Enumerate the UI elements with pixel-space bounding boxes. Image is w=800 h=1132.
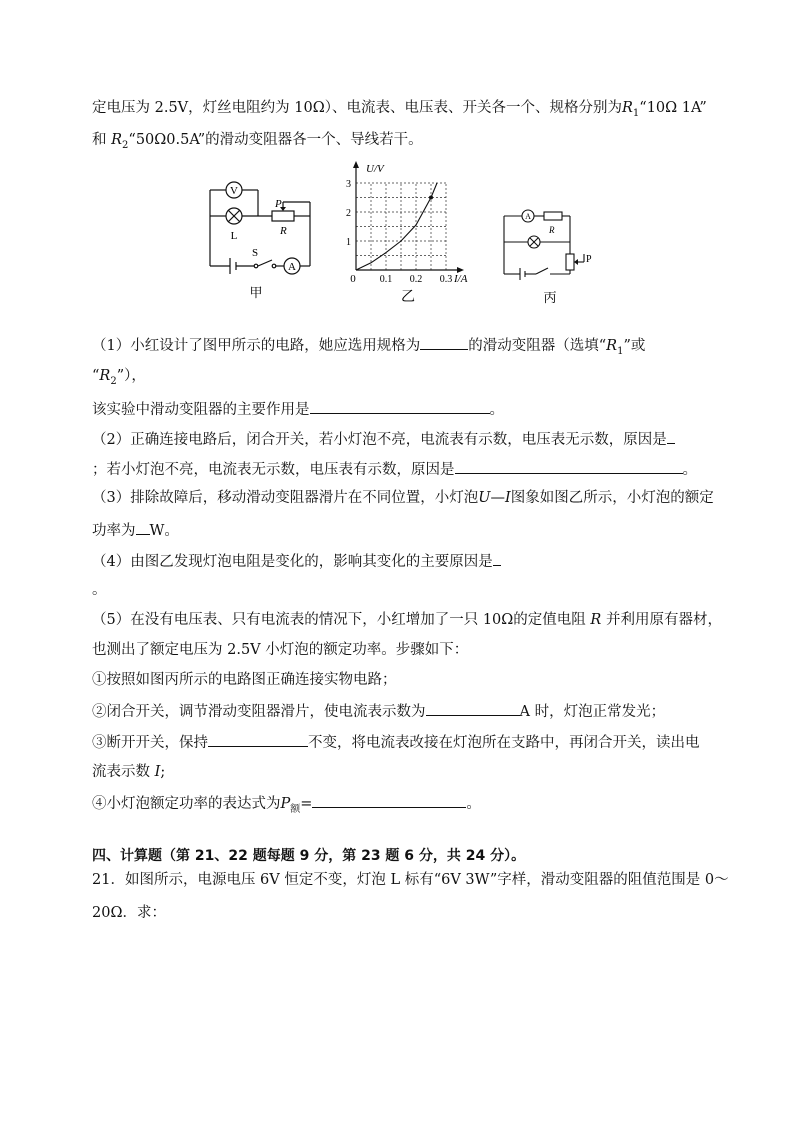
q4-line-2: 。 [92,582,107,598]
q2-line-2: ；若小灯泡不亮，电流表无示数，电压表有示数，原因是 。 [92,458,697,480]
q5-step-3-cont: 流表示数 I; [92,764,166,780]
intro-line-2: 和 $R_2“50\Omega 0.5A$”的滑动变阻器各一个、导线若干。 [92,132,423,151]
q5-step-1: ①按照如图丙所示的电路图正确连接实物电路； [92,672,397,688]
ammeter-label-bing: A [525,212,531,221]
q4-blank-reason[interactable] [493,550,501,566]
lamp-label: L [230,230,238,242]
q21-line-2: 20Ω．求： [92,905,166,921]
x-tick-label: 0.1 [379,274,393,285]
figure-yi-graph [340,158,480,308]
q4-line-1: （4）由图乙发现灯泡电阻是变化的，影响其变化的主要原因是 [92,550,501,572]
y-tick-label: 3 [346,179,351,190]
q1-blank-choice[interactable] [420,334,468,350]
figure-yi-caption: 乙 [401,290,415,305]
q5-step-4: ④小灯泡额定功率的表达式为$P_额=$ 。 [92,792,481,820]
q1-blank-role[interactable] [310,398,490,414]
q5-step-2: ②闭合开关，调节滑动变阻器滑片，使电流表示数为 A 时，灯泡正常发光； [92,700,665,722]
q3-blank-power[interactable] [136,519,150,535]
q1-line-3: 该实验中滑动变阻器的主要作用是 。 [92,398,504,420]
slider-label: P [275,198,282,210]
q21-line-1: 21．如图所示，电源电压 6V 恒定不变，灯泡 L 标有“6V 3W”字样，滑动变阻器的阻值范围是 0～ [92,872,729,888]
intro-line-1: 定电压为 2.5V，灯丝电阻约为 10Ω）、电流表、电压表、开关各一个、规格分别为$R_1“10\Omega$ 1A” [92,100,707,119]
voltmeter-label: V [230,185,238,197]
x-tick-label: 0.2 [409,274,423,285]
y-axis-label: U/V [366,163,384,175]
resistor-label: R [280,225,287,237]
q3-line-1: （3）排除故障后，移动滑动变阻器滑片在不同位置，小灯泡U—I图象如图乙所示，小灯泡的额定 [92,490,714,506]
section-4-heading: 四、计算题（第 21、22 题每题 9 分，第 23 题 6 分，共 24 分）。 [92,848,526,864]
q2-blank-1[interactable] [667,428,675,444]
q1-line-1: （1）小红设计了图甲所示的电路，她应选用规格为 的滑动变阻器（选填“$R_1$”或 [92,334,645,362]
q5-line-1: （5）在没有电压表、只有电流表的情况下，小红增加了一只 10Ω的定值电阻 R 并利用原有器材， [92,612,722,628]
q2-line-1: （2）正确连接电路后，闭合开关，若小灯泡不亮，电流表有示数，电压表无示数，原因是 [92,428,675,450]
y-tick-label: 1 [346,237,351,248]
ammeter-label: A [288,261,296,273]
x-tick-label: 0.3 [439,274,453,285]
resistor-label-bing: R [549,225,555,235]
figure-bing-caption: 丙 [543,290,557,305]
figure-bing-circuit [498,204,608,312]
figure-jia-circuit [196,176,322,304]
q2-blank-2[interactable] [455,458,683,474]
slider-label-bing: P [586,254,592,265]
q5-blank-current[interactable] [426,700,520,716]
q3-line-2: 功率为 W。 [92,519,179,541]
q5-blank-expression[interactable] [312,792,466,808]
q5-step-3: ③断开开关，保持 不变，将电流表改接在灯泡所在支路中，再闭合开关，读出电 [92,731,700,753]
q5-line-2: 也测出了额定电压为 2.5V 小灯泡的额定功率。步骤如下： [92,642,469,658]
q1-line-2: “$R_2$”）， [92,368,146,387]
origin-label: 0 [350,273,356,285]
x-axis-label: I/A [454,273,468,285]
figure-jia-caption: 甲 [249,285,263,300]
curve-point [429,196,433,200]
switch-label: S [252,247,259,259]
y-tick-label: 2 [346,208,351,219]
q5-blank-keep[interactable] [208,731,308,747]
